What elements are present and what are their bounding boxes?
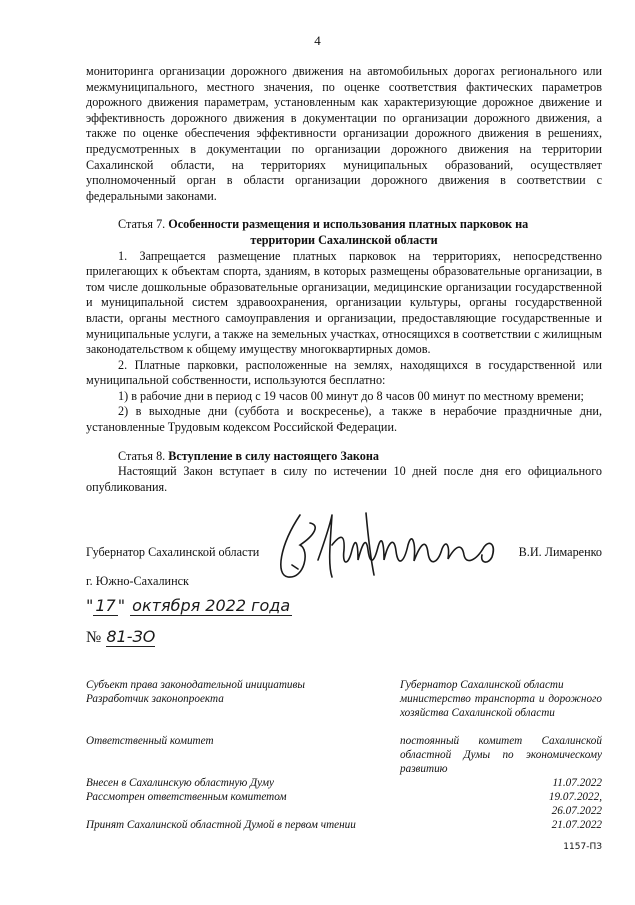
introduced-label: Внесен в Сахалинскую областную Думу xyxy=(86,777,274,789)
subject-value: Губернатор Сахалинской области xyxy=(400,679,564,691)
governor-label: Губернатор Сахалинской области xyxy=(86,545,260,559)
article-7-heading xyxy=(86,217,602,233)
law-number xyxy=(86,627,155,647)
governor-name: В.И. Лимаренко xyxy=(518,545,602,559)
article-7-prefix: Статья 7. xyxy=(118,217,166,232)
date-quote-close: " xyxy=(117,596,126,615)
developer-value: министерство транспорта и дорожного хозяйства Сахалинской области xyxy=(400,693,602,719)
article-7-point-2: 2. Платные парковки, расположенные на землях, находящихся в государственной или муниципальной собственности, используются бесплатно: xyxy=(86,357,602,388)
article-8-title: Вступление в силу настоящего Закона xyxy=(168,448,380,463)
signing-date xyxy=(86,596,292,615)
governor-signature xyxy=(270,505,510,590)
introduced-date: 11.07.2022 xyxy=(552,777,602,789)
committee-label: Ответственный комитет xyxy=(86,735,214,747)
considered-date-2: 26.07.2022 xyxy=(551,805,602,817)
subject-label: Субъект права законодательной инициативы xyxy=(86,679,305,691)
date-month-year: октября 2022 года xyxy=(132,596,291,615)
page-number: 4 xyxy=(314,33,321,48)
article-7-subpoint-2: 2) в выходные дни (суббота и воскресенье), а также в нерабочие праздничные дни, установленные Трудовым кодексом Российской Федерации. xyxy=(86,404,602,435)
city: г. Южно-Сахалинск xyxy=(86,574,189,588)
article-7-subpoint-1: 1) в рабочие дни в период с 19 часов 00 минут до 8 часов 00 минут по местному времени; xyxy=(118,388,584,403)
developer-label: Разработчик законопроекта xyxy=(86,693,224,705)
considered-label: Рассмотрен ответственным комитетом xyxy=(86,791,287,803)
number-value: 81-ЗО xyxy=(106,627,156,646)
adopted-label: Принят Сахалинской областной Думой в первом чтении xyxy=(86,819,356,831)
article-8-heading xyxy=(86,449,602,465)
article-8-prefix: Статья 8. xyxy=(118,448,166,463)
committee-value: постоянный комитет Сахалинской областной Думы по экономическому развитию xyxy=(400,735,602,775)
paragraph-continuation: мониторинга организации дорожного движения на автомобильных дорогах регионального или межмуниципального, местного значения, по оценке соответствия фактических параметров дорожного движения параметрам, установленным как характеризующие дорожное движение и эффективность дорожного движения в документации по организации дорожного движения, а также по оценке обеспечения эффективности организации дорожного движения в решениях, предусмотренных в документации по организации дорожного движения на территории Сахалинской области, на территориях муниципальных образований, осуществляет уполномоченный орган в области организации дорожного движения в соответствии с федеральными законами. xyxy=(86,64,602,203)
number-prefix: № xyxy=(86,629,102,646)
law-body xyxy=(86,64,602,495)
article-7-point-1: 1. Запрещается размещение платных парковок на территориях, непосредственно прилегающих к объектам спорта, зданиям, в которых размещены образовательные организации, в том числе дошкольные образовательные организации, медицинские организации государственной и муниципальной систем здравоохранения, организации культуры, органы государственной власти, органы местного самоуправления и организации, предоставляющие государственные и муниципальные услуги, а также на земельных участках, относящихся в соответствии с жилищным законодательством к общему имуществу многоквартирных домов. xyxy=(86,248,602,357)
footer-code: 1157-ПЗ xyxy=(563,842,602,852)
date-day: 17 xyxy=(95,596,116,615)
considered-date-1: 19.07.2022, xyxy=(548,791,602,803)
adopted-date: 21.07.2022 xyxy=(551,819,602,831)
date-quote-open: " xyxy=(86,596,94,615)
article-8-text: Настоящий Закон вступает в силу по истечении 10 дней после дня его официального опубликования. xyxy=(86,464,602,494)
article-7-title-line1: Особенности размещения и использования платных парковок на xyxy=(168,217,529,232)
article-7-title-line2: территории Сахалинской области xyxy=(250,232,438,247)
